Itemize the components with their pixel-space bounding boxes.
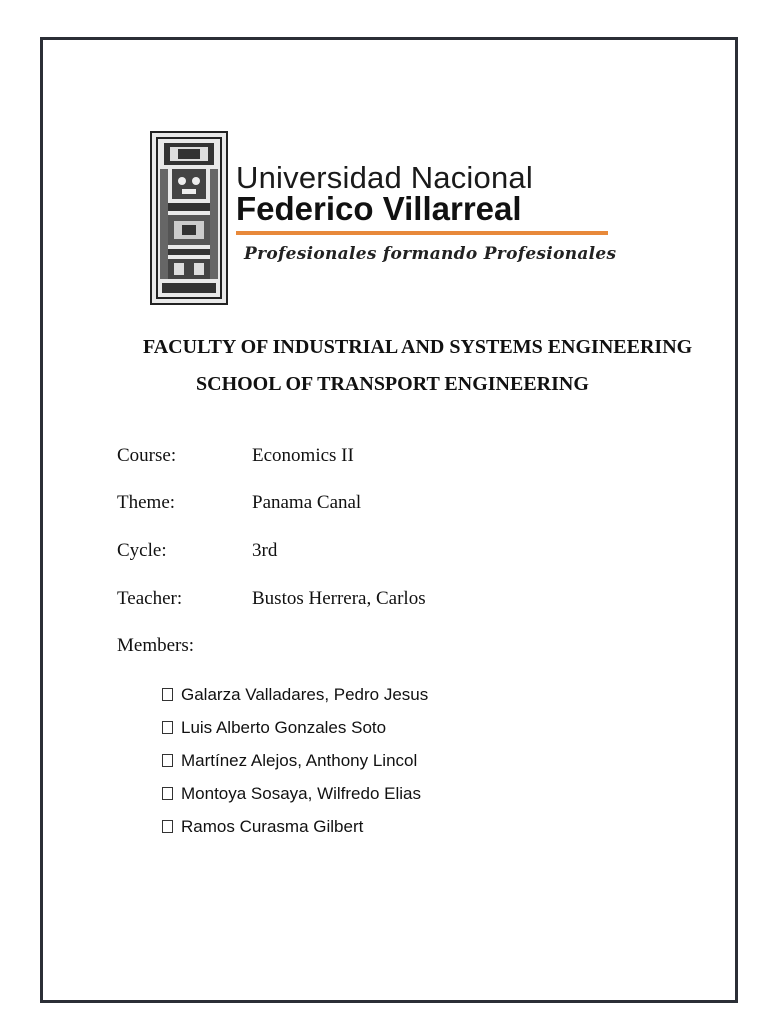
list-item xyxy=(162,817,363,837)
university-name-line2: Federico Villarreal xyxy=(236,190,522,227)
bullet-box-icon xyxy=(162,721,173,734)
university-motto: Profesionales formando Profesionales xyxy=(244,244,617,264)
university-emblem-icon xyxy=(150,131,228,305)
members-label: Members: xyxy=(117,635,195,656)
bullet-box-icon xyxy=(162,688,173,701)
cycle-value: 3rd xyxy=(252,540,278,561)
course-label: Course: xyxy=(117,445,177,466)
theme-label: Theme: xyxy=(117,492,176,513)
list-item xyxy=(162,784,421,804)
theme-value: Panama Canal xyxy=(252,492,362,513)
list-item xyxy=(162,751,417,771)
course-value: Economics II xyxy=(252,445,354,466)
school-title: SCHOOL OF TRANSPORT ENGINEERING xyxy=(196,373,589,395)
bullet-box-icon xyxy=(162,820,173,833)
list-item xyxy=(162,685,428,705)
teacher-value: Bustos Herrera, Carlos xyxy=(252,588,426,609)
member-name: Montoya Sosaya, Wilfredo Elias xyxy=(181,784,421,803)
bullet-box-icon xyxy=(162,754,173,767)
cycle-label: Cycle: xyxy=(117,540,167,561)
university-name-line1: Universidad Nacional xyxy=(236,160,533,195)
member-name: Ramos Curasma Gilbert xyxy=(181,817,364,836)
header-accent-rule xyxy=(236,231,608,235)
member-name: Galarza Valladares, Pedro Jesus xyxy=(181,685,429,704)
teacher-label: Teacher: xyxy=(117,588,183,609)
list-item xyxy=(162,718,386,738)
bullet-box-icon xyxy=(162,787,173,800)
faculty-title: FACULTY OF INDUSTRIAL AND SYSTEMS ENGINEERING xyxy=(143,336,693,358)
member-name: Luis Alberto Gonzales Soto xyxy=(181,718,387,737)
member-name: Martínez Alejos, Anthony Lincol xyxy=(181,751,418,770)
emblem-graphic xyxy=(152,133,226,303)
